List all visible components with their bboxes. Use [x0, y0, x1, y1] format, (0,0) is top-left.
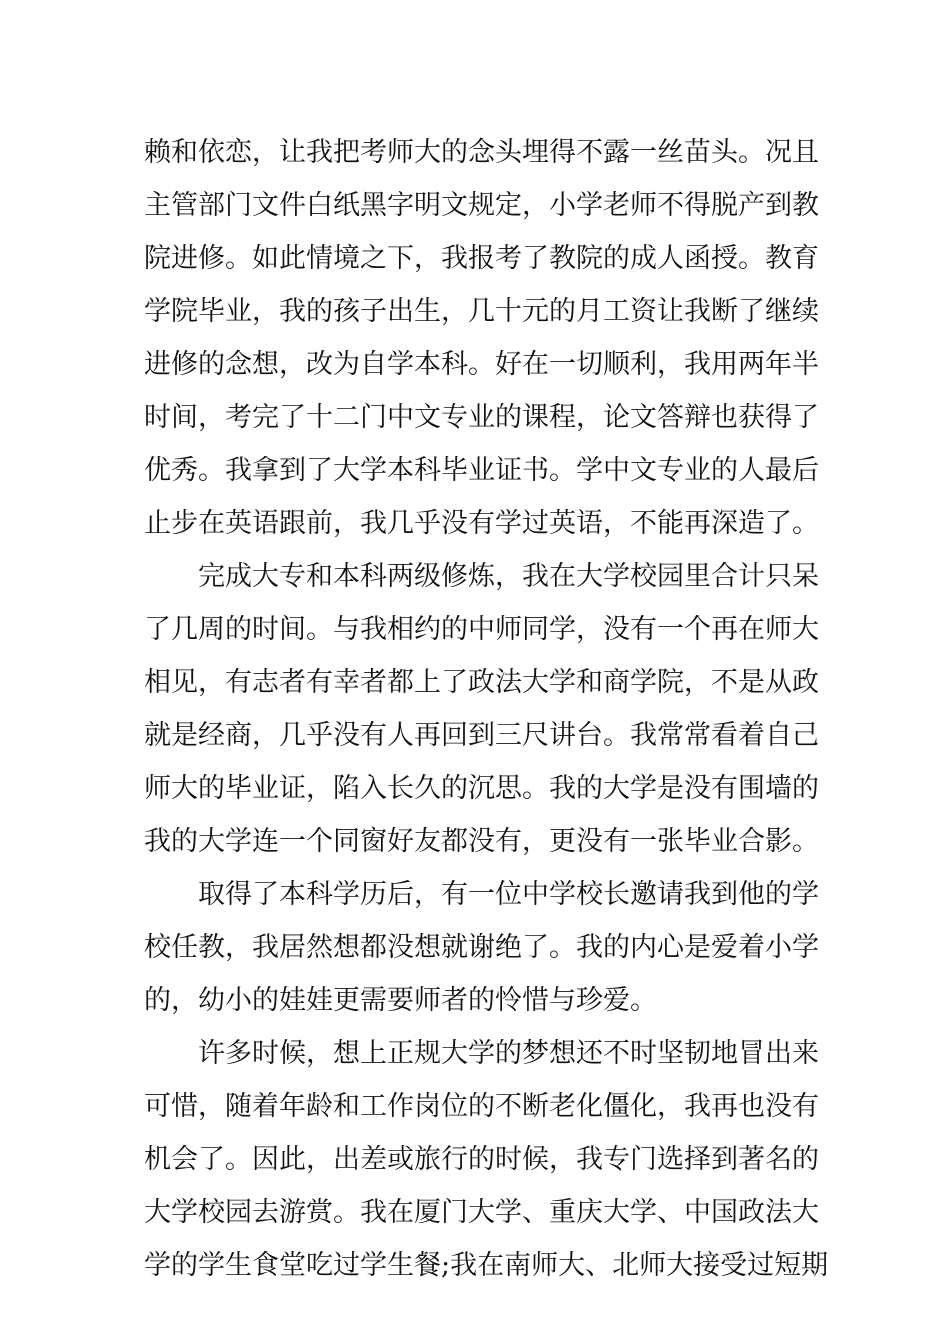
text-line: 的，幼小的娃娃更需要师者的怜惜与珍爱。 [144, 985, 657, 1016]
paragraph-1 [144, 126, 819, 550]
text-line: 就是经商，几乎没有人再回到三尺讲台。我常常看着自己 [144, 720, 819, 751]
document-body [144, 126, 829, 1292]
text-line: 大学校园去游赏。我在厦门大学、重庆大学、中国政法大 [144, 1197, 819, 1228]
text-line: 学院毕业，我的孩子出生，几十元的月工资让我断了继续 [144, 296, 819, 327]
text-line: 校任教，我居然想都没想就谢绝了。我的内心是爱着小学 [144, 932, 819, 963]
text-line: 师大的毕业证，陷入长久的沉思。我的大学是没有围墙的 [144, 773, 819, 804]
text-line: 机会了。因此，出差或旅行的时候，我专门选择到著名的 [144, 1144, 819, 1175]
text-line: 时间，考完了十二门中文专业的课程，论文答辩也获得了 [144, 402, 819, 433]
paragraph-2 [144, 550, 819, 868]
text-line: 相见，有志者有幸者都上了政法大学和商学院，不是从政 [144, 667, 819, 698]
text-line: 许多时候，想上正规大学的梦想还不时坚韧地冒出来 [198, 1038, 819, 1069]
text-line: 进修的念想，改为自学本科。好在一切顺利，我用两年半 [144, 349, 819, 380]
text-line: 了几周的时间。与我相约的中师同学，没有一个再在师大 [144, 614, 819, 645]
text-line: 优秀。我拿到了大学本科毕业证书。学中文专业的人最后 [144, 455, 819, 486]
text-line: 可惜，随着年龄和工作岗位的不断老化僵化，我再也没有 [144, 1091, 819, 1122]
text-line: 取得了本科学历后，有一位中学校长邀请我到他的学 [198, 879, 819, 910]
text-line: 止步在英语跟前，我几乎没有学过英语，不能再深造了。 [144, 508, 819, 539]
text-line: 学的学生食堂吃过学生餐;我在南师大、北师大接受过短期 [144, 1250, 829, 1281]
text-line: 主管部门文件白纸黑字明文规定，小学老师不得脱产到教 [144, 190, 819, 221]
text-line: 完成大专和本科两级修炼，我在大学校园里合计只呆 [198, 561, 819, 592]
text-line: 我的大学连一个同窗好友都没有，更没有一张毕业合影。 [144, 826, 819, 857]
text-line: 院进修。如此情境之下，我报考了教院的成人函授。教育 [144, 243, 819, 274]
text-line: 赖和依恋，让我把考师大的念头埋得不露一丝苗头。况且 [144, 137, 819, 168]
paragraph-3 [144, 868, 819, 1027]
paragraph-4 [144, 1027, 829, 1292]
